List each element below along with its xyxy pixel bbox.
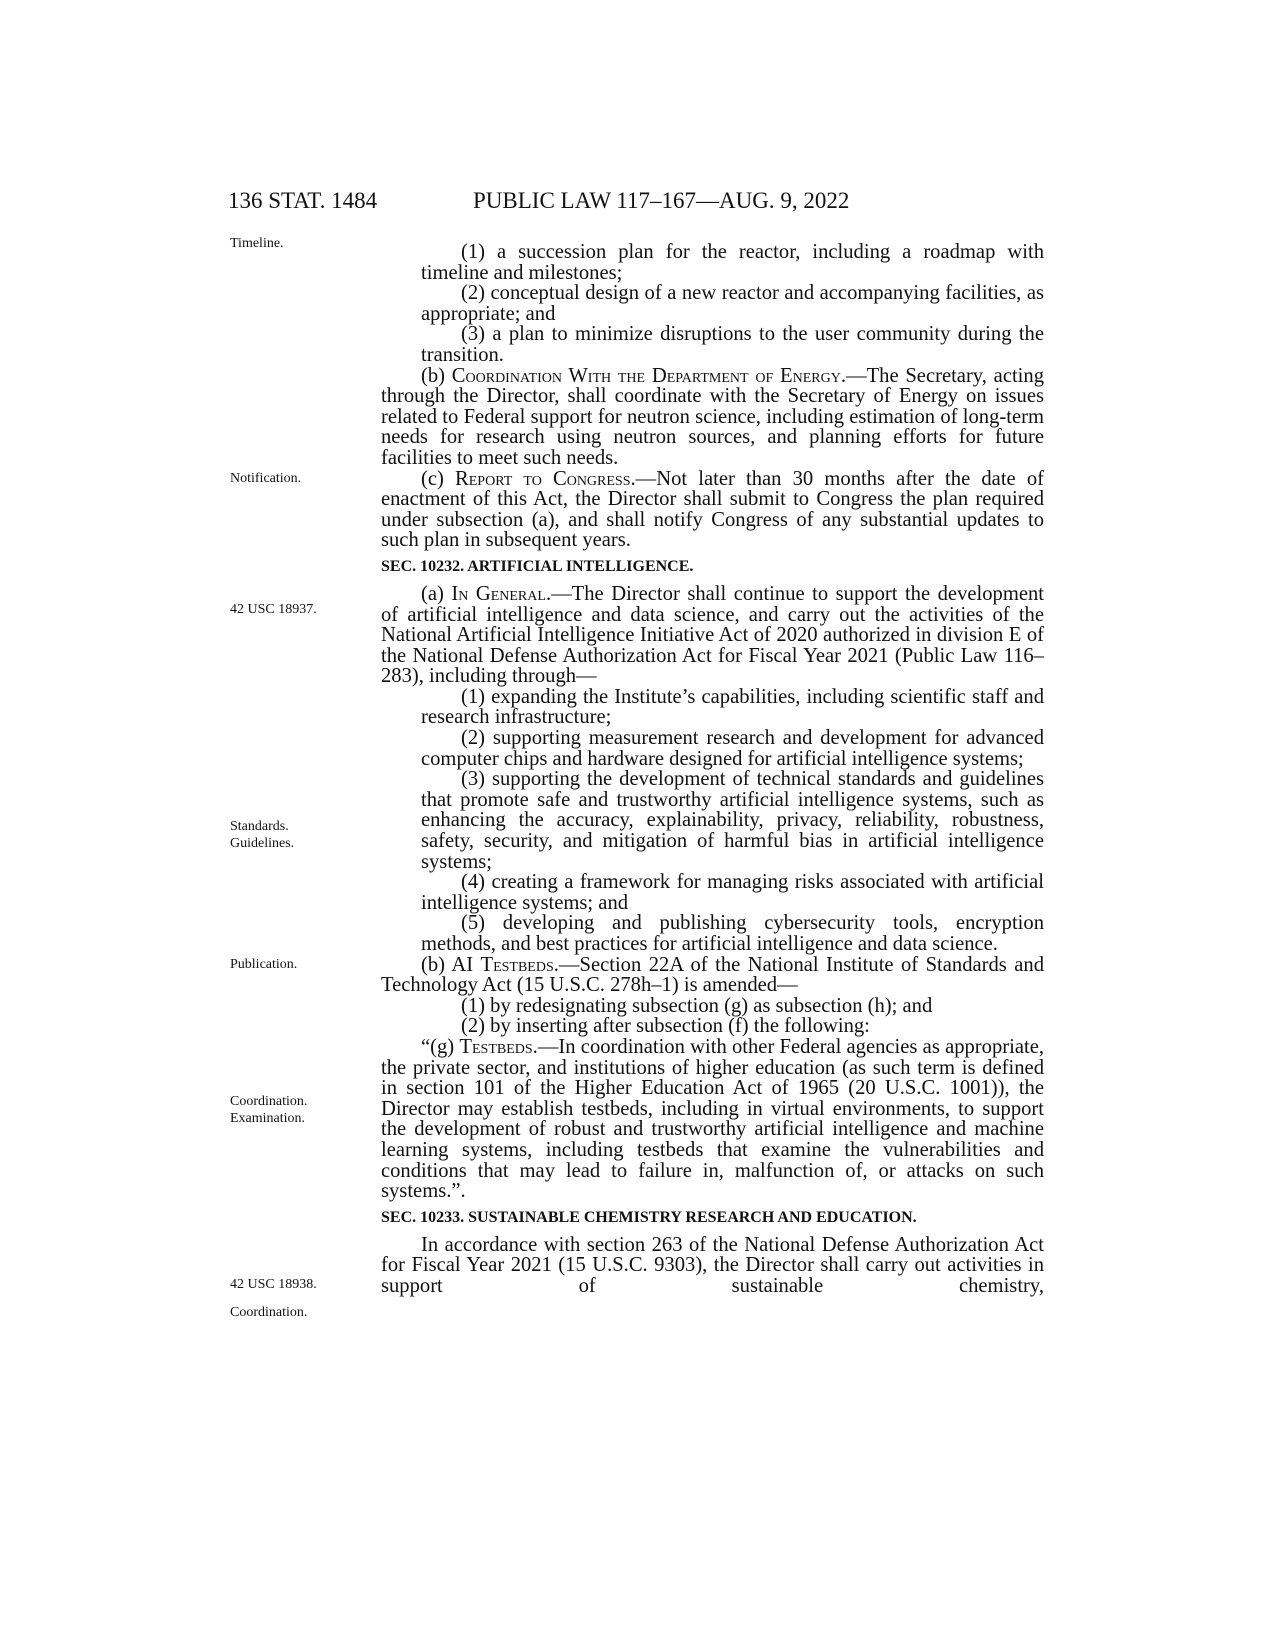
subsection-heading: Testbeds bbox=[459, 1035, 533, 1058]
margin-note-coordination-examination: Coordination. Examination. bbox=[230, 1094, 308, 1126]
margin-note-publication: Publication. bbox=[230, 957, 298, 972]
subsection-c-report: (c) Report to Congress.—Not later than 30 months after the date of enactment of this Act, the Director shall submit to Congress the plan required under subsection (a), and shall notify Congress of any substantial updates to such plan in subsequent years. bbox=[381, 467, 1044, 552]
paragraph-sustainable-chemistry: In accordance with section 263 of the National Defense Authorization Act for Fiscal Year 2021 (15 U.S.C. 9303), the Director shall carry out activities in support of sustainable chemistry, bbox=[381, 1233, 1044, 1297]
subsection-heading: Report to Congress bbox=[455, 467, 631, 490]
paragraph-ai-1: (1) expanding the Institute’s capabilities, including scientific staff and research infrastructure; bbox=[421, 685, 1044, 729]
margin-note-usc-18937: 42 USC 18937. bbox=[230, 602, 317, 617]
margin-note-notification: Notification. bbox=[230, 471, 302, 486]
paragraph-item-2: (2) conceptual design of a new reactor and accompanying facilities, as appropriate; and bbox=[421, 282, 1044, 325]
running-head: PUBLIC LAW 117–167—AUG. 9, 2022 bbox=[473, 188, 850, 213]
paragraph-ai-3: (3) supporting the development of technical standards and guidelines that promote safe and trustworthy artificial intelligence systems, such as enhancing the accuracy, explainability, privacy, reliability, robustness, safety, security, and mitigation of harmful bias in artificial intelligence systems; bbox=[421, 768, 1044, 873]
subsection-heading: Coordination With the Department of Energy bbox=[451, 364, 841, 387]
subsection-b-ai-testbeds: (b) AI Testbeds.—Section 22A of the National Institute of Standards and Technology Act (15 U.S.C. 278h–1) is amended— bbox=[381, 953, 1044, 997]
paragraph-ai-4: (4) creating a framework for managing risks associated with artificial intelligence systems; and bbox=[421, 871, 1044, 914]
margin-note-timeline: Timeline. bbox=[230, 236, 284, 251]
paragraph-item-1: (1) a succession plan for the reactor, including a roadmap with timeline and milestones; bbox=[421, 241, 1044, 284]
page-body bbox=[381, 242, 1044, 1297]
paragraph-amend-2: (2) by inserting after subsection (f) the following: bbox=[461, 1015, 870, 1038]
paragraph-ai-2: (2) supporting measurement research and development for advanced computer chips and hardware designed for artificial intelligence systems; bbox=[421, 727, 1044, 770]
subsection-g-testbeds: “(g) Testbeds.—In coordination with other Federal agencies as appropriate, the private sector, and institutions of higher education (as such term is defined in section 101 of the Higher Education Act of 1965 (20 U.S.C. 1001)), the Director may establish testbeds, including in virtual environments, to support the development of robust and trustworthy artificial intelligence and machine learning systems, including testbeds that examine the vulnerabilities and conditions that may lead to failure in, malfunction of, or attacks on such systems.”. bbox=[381, 1035, 1044, 1203]
subsection-heading: In General bbox=[451, 582, 546, 605]
section-heading-10233: SEC. 10233. SUSTAINABLE CHEMISTRY RESEARCH AND EDUCATION. bbox=[381, 1208, 917, 1226]
paragraph-item-3: (3) a plan to minimize disruptions to the user community during the transition. bbox=[421, 323, 1044, 366]
margin-note-usc-18938: 42 USC 18938. bbox=[230, 1277, 317, 1292]
subsection-a-in-general: (a) In General.—The Director shall continue to support the development of artificial intelligence and data science, and carry out the activities of the National Artificial Intelligence Initiative Act of 2020 authorized in division E of the National Defense Authorization Act for Fiscal Year 2021 (Public Law 116–283), including through— bbox=[381, 582, 1044, 688]
margin-note-standards-guidelines: Standards. Guidelines. bbox=[230, 819, 295, 851]
section-heading-10232: SEC. 10232. ARTIFICIAL INTELLIGENCE. bbox=[381, 557, 694, 575]
margin-note-coordination: Coordination. bbox=[230, 1305, 308, 1320]
statute-page-number: 136 STAT. 1484 bbox=[228, 188, 378, 213]
subsection-heading: Testbeds bbox=[480, 953, 554, 976]
subsection-b-coordination: (b) Coordination With the Department of Energy.—The Secretary, acting through the Director, shall coordinate with the Secretary of Energy on issues related to Federal support for neutron science, including estimation of long-term needs for research using neutron sources, and planning efforts for future facilities to meet such needs. bbox=[381, 364, 1044, 469]
paragraph-amend-1: (1) by redesignating subsection (g) as subsection (h); and bbox=[461, 994, 933, 1017]
paragraph-ai-5: (5) developing and publishing cybersecurity tools, encryption methods, and best practices for artificial intelligence and data science. bbox=[421, 912, 1044, 955]
